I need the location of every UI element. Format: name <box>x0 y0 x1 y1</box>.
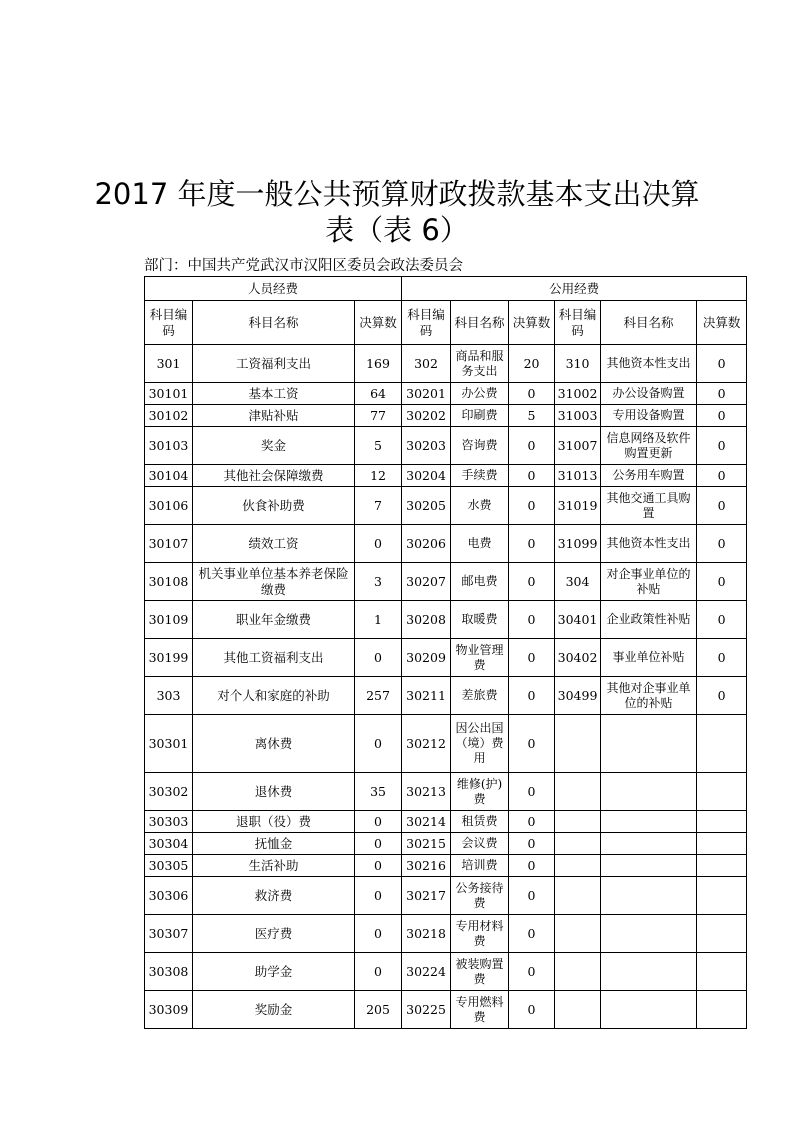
personnel-name-cell: 伙食补助费 <box>193 487 355 525</box>
personnel-amount-cell: 0 <box>355 855 402 877</box>
personnel-name-cell: 其他工资福利支出 <box>193 639 355 677</box>
capital-name-cell: 其他资本性支出 <box>601 525 697 563</box>
goods-code-cell: 30208 <box>402 601 451 639</box>
personnel-amount-cell: 35 <box>355 773 402 811</box>
capital-code-cell: 31003 <box>555 405 601 427</box>
capital-amount-cell: 0 <box>697 563 747 601</box>
table-row <box>145 855 747 877</box>
goods-name-cell: 咨询费 <box>451 427 509 465</box>
table-row <box>145 427 747 465</box>
personnel-code-cell: 30302 <box>145 773 193 811</box>
capital-name-cell <box>601 833 697 855</box>
capital-code-cell: 30402 <box>555 639 601 677</box>
personnel-code-cell: 30106 <box>145 487 193 525</box>
personnel-name-cell: 职业年金缴费 <box>193 601 355 639</box>
goods-amount-cell: 0 <box>509 915 555 953</box>
capital-name-cell: 公务用车购置 <box>601 465 697 487</box>
goods-code-cell: 30205 <box>402 487 451 525</box>
capital-amount-cell <box>697 915 747 953</box>
personnel-name-cell: 医疗费 <box>193 915 355 953</box>
personnel-name-cell: 对个人和家庭的补助 <box>193 677 355 715</box>
goods-amount-cell: 5 <box>509 405 555 427</box>
personnel-amount-cell: 169 <box>355 345 402 383</box>
personnel-name-cell: 抚恤金 <box>193 833 355 855</box>
capital-code-cell <box>555 811 601 833</box>
personnel-name-cell: 离休费 <box>193 715 355 773</box>
capital-amount-cell: 0 <box>697 677 747 715</box>
goods-code-cell: 30216 <box>402 855 451 877</box>
goods-amount-cell: 0 <box>509 427 555 465</box>
personnel-code-cell: 30109 <box>145 601 193 639</box>
personnel-code-cell: 30301 <box>145 715 193 773</box>
goods-name-cell: 电费 <box>451 525 509 563</box>
table-row <box>145 773 747 811</box>
capital-amount-cell <box>697 855 747 877</box>
capital-code-cell: 31099 <box>555 525 601 563</box>
personnel-code-cell: 30303 <box>145 811 193 833</box>
header-name: 科目名称 <box>193 301 355 345</box>
header-amount: 决算数 <box>697 301 747 345</box>
personnel-name-cell: 其他社会保障缴费 <box>193 465 355 487</box>
capital-amount-cell <box>697 833 747 855</box>
capital-code-cell <box>555 991 601 1029</box>
report-title-line-2: 表（表 6） <box>325 213 469 247</box>
personnel-name-cell: 退职（役）费 <box>193 811 355 833</box>
goods-name-cell: 印刷费 <box>451 405 509 427</box>
group-header-row <box>145 277 747 301</box>
goods-name-cell: 物业管理费 <box>451 639 509 677</box>
goods-code-cell: 30206 <box>402 525 451 563</box>
capital-name-cell: 企业政策性补贴 <box>601 601 697 639</box>
goods-amount-cell: 0 <box>509 487 555 525</box>
goods-code-cell: 302 <box>402 345 451 383</box>
personnel-code-cell: 30306 <box>145 877 193 915</box>
personnel-code-cell: 30108 <box>145 563 193 601</box>
capital-amount-cell <box>697 715 747 773</box>
personnel-amount-cell: 0 <box>355 639 402 677</box>
goods-name-cell: 办公费 <box>451 383 509 405</box>
personnel-code-cell: 30309 <box>145 991 193 1029</box>
capital-name-cell <box>601 915 697 953</box>
personnel-code-cell: 301 <box>145 345 193 383</box>
goods-amount-cell: 0 <box>509 525 555 563</box>
personnel-name-cell: 工资福利支出 <box>193 345 355 383</box>
personnel-amount-cell: 7 <box>355 487 402 525</box>
goods-name-cell: 租赁费 <box>451 811 509 833</box>
goods-amount-cell: 0 <box>509 677 555 715</box>
goods-code-cell: 30213 <box>402 773 451 811</box>
capital-code-cell: 30401 <box>555 601 601 639</box>
goods-code-cell: 30201 <box>402 383 451 405</box>
goods-code-cell: 30214 <box>402 811 451 833</box>
goods-code-cell: 30211 <box>402 677 451 715</box>
goods-code-cell: 30212 <box>402 715 451 773</box>
goods-code-cell: 30224 <box>402 953 451 991</box>
capital-amount-cell: 0 <box>697 345 747 383</box>
personnel-amount-cell: 0 <box>355 811 402 833</box>
personnel-amount-cell: 0 <box>355 953 402 991</box>
capital-name-cell <box>601 773 697 811</box>
personnel-name-cell: 机关事业单位基本养老保险缴费 <box>193 563 355 601</box>
capital-code-cell: 304 <box>555 563 601 601</box>
personnel-code-cell: 30102 <box>145 405 193 427</box>
goods-code-cell: 30204 <box>402 465 451 487</box>
header-name: 科目名称 <box>601 301 697 345</box>
capital-amount-cell <box>697 877 747 915</box>
goods-amount-cell: 0 <box>509 563 555 601</box>
personnel-amount-cell: 5 <box>355 427 402 465</box>
goods-name-cell: 被装购置费 <box>451 953 509 991</box>
personnel-code-cell: 30103 <box>145 427 193 465</box>
table-row <box>145 383 747 405</box>
personnel-name-cell: 退休费 <box>193 773 355 811</box>
goods-name-cell: 取暖费 <box>451 601 509 639</box>
personnel-code-cell: 303 <box>145 677 193 715</box>
personnel-name-cell: 奖金 <box>193 427 355 465</box>
goods-name-cell: 会议费 <box>451 833 509 855</box>
capital-name-cell: 其他交通工具购置 <box>601 487 697 525</box>
table-row <box>145 525 747 563</box>
personnel-name-cell: 绩效工资 <box>193 525 355 563</box>
capital-name-cell <box>601 877 697 915</box>
personnel-name-cell: 基本工资 <box>193 383 355 405</box>
report-title-line-1: 2017 年度一般公共预算财政拨款基本支出决算 <box>94 177 700 211</box>
personnel-code-cell: 30307 <box>145 915 193 953</box>
capital-code-cell: 30499 <box>555 677 601 715</box>
personnel-code-cell: 30104 <box>145 465 193 487</box>
table-row <box>145 877 747 915</box>
goods-code-cell: 30225 <box>402 991 451 1029</box>
table-row <box>145 811 747 833</box>
capital-name-cell: 信息网络及软件购置更新 <box>601 427 697 465</box>
personnel-amount-cell: 3 <box>355 563 402 601</box>
personnel-amount-cell: 0 <box>355 525 402 563</box>
table-row <box>145 953 747 991</box>
capital-amount-cell: 0 <box>697 383 747 405</box>
goods-amount-cell: 0 <box>509 953 555 991</box>
capital-name-cell: 专用设备购置 <box>601 405 697 427</box>
header-amount: 决算数 <box>509 301 555 345</box>
capital-name-cell <box>601 855 697 877</box>
goods-name-cell: 因公出国（境）费用 <box>451 715 509 773</box>
table-row <box>145 601 747 639</box>
capital-amount-cell: 0 <box>697 487 747 525</box>
capital-code-cell <box>555 855 601 877</box>
goods-amount-cell: 20 <box>509 345 555 383</box>
capital-amount-cell: 0 <box>697 525 747 563</box>
table-row <box>145 915 747 953</box>
table-row <box>145 715 747 773</box>
goods-amount-cell: 0 <box>509 811 555 833</box>
capital-name-cell: 其他资本性支出 <box>601 345 697 383</box>
capital-name-cell: 其他对企事业单位的补贴 <box>601 677 697 715</box>
capital-code-cell: 31007 <box>555 427 601 465</box>
capital-amount-cell <box>697 773 747 811</box>
goods-name-cell: 商品和服务支出 <box>451 345 509 383</box>
table-row <box>145 405 747 427</box>
goods-code-cell: 30202 <box>402 405 451 427</box>
capital-amount-cell: 0 <box>697 639 747 677</box>
capital-code-cell <box>555 833 601 855</box>
expenditure-table <box>144 276 747 1029</box>
header-code: 科目编码 <box>555 301 601 345</box>
public-group-header: 公用经费 <box>402 277 747 301</box>
goods-amount-cell: 0 <box>509 601 555 639</box>
personnel-group-header: 人员经费 <box>145 277 402 301</box>
personnel-name-cell: 生活补助 <box>193 855 355 877</box>
goods-name-cell: 水费 <box>451 487 509 525</box>
goods-code-cell: 30209 <box>402 639 451 677</box>
goods-code-cell: 30207 <box>402 563 451 601</box>
goods-name-cell: 培训费 <box>451 855 509 877</box>
department-label: 部门：中国共产党武汉市汉阳区委员会政法委员会 <box>144 258 463 274</box>
goods-name-cell: 维修(护)费 <box>451 773 509 811</box>
header-name: 科目名称 <box>451 301 509 345</box>
personnel-amount-cell: 1 <box>355 601 402 639</box>
personnel-amount-cell: 64 <box>355 383 402 405</box>
capital-amount-cell <box>697 991 747 1029</box>
capital-name-cell <box>601 715 697 773</box>
goods-amount-cell: 0 <box>509 877 555 915</box>
personnel-name-cell: 救济费 <box>193 877 355 915</box>
table-row <box>145 991 747 1029</box>
header-code: 科目编码 <box>145 301 193 345</box>
personnel-code-cell: 30305 <box>145 855 193 877</box>
capital-code-cell <box>555 877 601 915</box>
personnel-code-cell: 30304 <box>145 833 193 855</box>
personnel-code-cell: 30308 <box>145 953 193 991</box>
goods-name-cell: 手续费 <box>451 465 509 487</box>
personnel-name-cell: 奖励金 <box>193 991 355 1029</box>
personnel-name-cell: 助学金 <box>193 953 355 991</box>
personnel-amount-cell: 257 <box>355 677 402 715</box>
goods-amount-cell: 0 <box>509 855 555 877</box>
capital-name-cell <box>601 811 697 833</box>
personnel-amount-cell: 0 <box>355 715 402 773</box>
capital-code-cell: 31002 <box>555 383 601 405</box>
goods-name-cell: 专用燃料费 <box>451 991 509 1029</box>
capital-amount-cell: 0 <box>697 405 747 427</box>
capital-code-cell <box>555 715 601 773</box>
table-row <box>145 487 747 525</box>
personnel-amount-cell: 77 <box>355 405 402 427</box>
goods-code-cell: 30215 <box>402 833 451 855</box>
personnel-code-cell: 30199 <box>145 639 193 677</box>
capital-code-cell <box>555 915 601 953</box>
table-row <box>145 677 747 715</box>
goods-amount-cell: 0 <box>509 639 555 677</box>
personnel-code-cell: 30107 <box>145 525 193 563</box>
goods-code-cell: 30217 <box>402 877 451 915</box>
capital-code-cell <box>555 953 601 991</box>
personnel-amount-cell: 0 <box>355 915 402 953</box>
capital-name-cell <box>601 991 697 1029</box>
personnel-name-cell: 津贴补贴 <box>193 405 355 427</box>
capital-name-cell: 对企事业单位的补贴 <box>601 563 697 601</box>
goods-amount-cell: 0 <box>509 833 555 855</box>
goods-amount-cell: 0 <box>509 773 555 811</box>
personnel-amount-cell: 0 <box>355 833 402 855</box>
table-row <box>145 833 747 855</box>
capital-amount-cell: 0 <box>697 465 747 487</box>
capital-amount-cell <box>697 811 747 833</box>
goods-amount-cell: 0 <box>509 991 555 1029</box>
capital-name-cell: 事业单位补贴 <box>601 639 697 677</box>
capital-amount-cell: 0 <box>697 427 747 465</box>
personnel-amount-cell: 12 <box>355 465 402 487</box>
header-amount: 决算数 <box>355 301 402 345</box>
capital-code-cell: 31019 <box>555 487 601 525</box>
capital-code-cell: 310 <box>555 345 601 383</box>
personnel-amount-cell: 205 <box>355 991 402 1029</box>
goods-amount-cell: 0 <box>509 715 555 773</box>
capital-name-cell <box>601 953 697 991</box>
goods-code-cell: 30203 <box>402 427 451 465</box>
capital-code-cell: 31013 <box>555 465 601 487</box>
personnel-amount-cell: 0 <box>355 877 402 915</box>
personnel-code-cell: 30101 <box>145 383 193 405</box>
goods-name-cell: 公务接待费 <box>451 877 509 915</box>
header-code: 科目编码 <box>402 301 451 345</box>
capital-amount-cell <box>697 953 747 991</box>
table-row <box>145 563 747 601</box>
capital-amount-cell: 0 <box>697 601 747 639</box>
goods-name-cell: 邮电费 <box>451 563 509 601</box>
goods-name-cell: 专用材料费 <box>451 915 509 953</box>
goods-amount-cell: 0 <box>509 383 555 405</box>
column-header-row <box>145 301 747 345</box>
capital-name-cell: 办公设备购置 <box>601 383 697 405</box>
table-row <box>145 639 747 677</box>
goods-code-cell: 30218 <box>402 915 451 953</box>
goods-name-cell: 差旅费 <box>451 677 509 715</box>
table-row <box>145 465 747 487</box>
table-row <box>145 345 747 383</box>
goods-amount-cell: 0 <box>509 465 555 487</box>
capital-code-cell <box>555 773 601 811</box>
